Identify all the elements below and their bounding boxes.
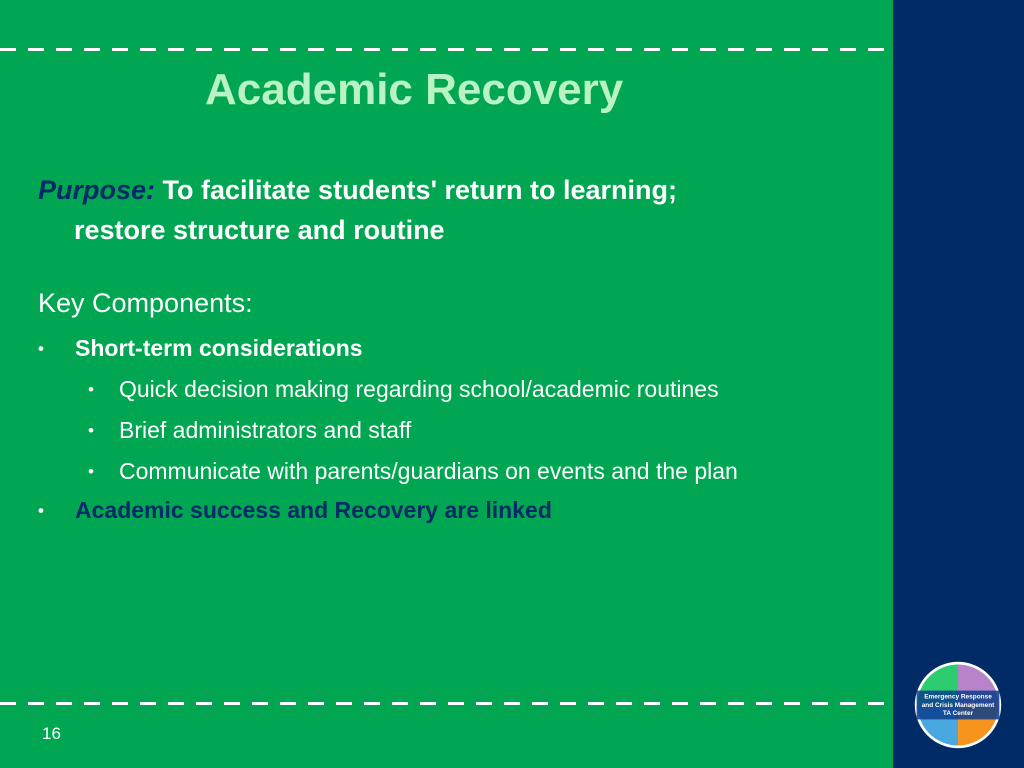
- top-dashed-divider: [0, 48, 884, 51]
- logo-line3: TA Center: [942, 709, 974, 717]
- sub-bullet-quick-decision: [88, 374, 719, 405]
- sub-bullet-marker: •: [88, 380, 94, 399]
- sub-bullet-brief-staff: [88, 415, 411, 446]
- purpose-statement: [38, 170, 878, 250]
- purpose-text-line2: restore structure and routine: [74, 215, 445, 245]
- slide-title: Academic Recovery: [205, 65, 624, 114]
- sub-bullet-text: Quick decision making regarding school/academic routines: [119, 376, 719, 402]
- bullet-marker: •: [38, 501, 44, 520]
- sub-bullet-text: Communicate with parents/guardians on events and the plan: [119, 458, 738, 484]
- logo-line2: and Crisis Management: [921, 701, 995, 709]
- sub-bullet-marker: •: [88, 462, 94, 481]
- logo-line1: Emergency Response: [924, 693, 992, 701]
- erc-ta-center-logo: [913, 660, 1003, 750]
- bullet-short-term-text: Short-term considerations: [75, 335, 363, 361]
- bullet-linked: [38, 495, 552, 526]
- sub-bullet-communicate: [88, 456, 738, 487]
- bullet-marker: •: [38, 339, 44, 358]
- sub-bullet-marker: •: [88, 421, 94, 440]
- key-components-heading: Key Components:: [38, 288, 253, 318]
- purpose-label: Purpose:: [38, 175, 156, 205]
- bottom-dashed-divider: [0, 702, 884, 705]
- right-sidebar-band: [893, 0, 1024, 768]
- bullet-short-term: [38, 333, 363, 364]
- sub-bullet-text: Brief administrators and staff: [119, 417, 412, 443]
- bullet-linked-text: Academic success and Recovery are linked: [75, 497, 552, 523]
- page-number: 16: [42, 724, 61, 743]
- purpose-text-line1: To facilitate students' return to learning;: [155, 175, 677, 205]
